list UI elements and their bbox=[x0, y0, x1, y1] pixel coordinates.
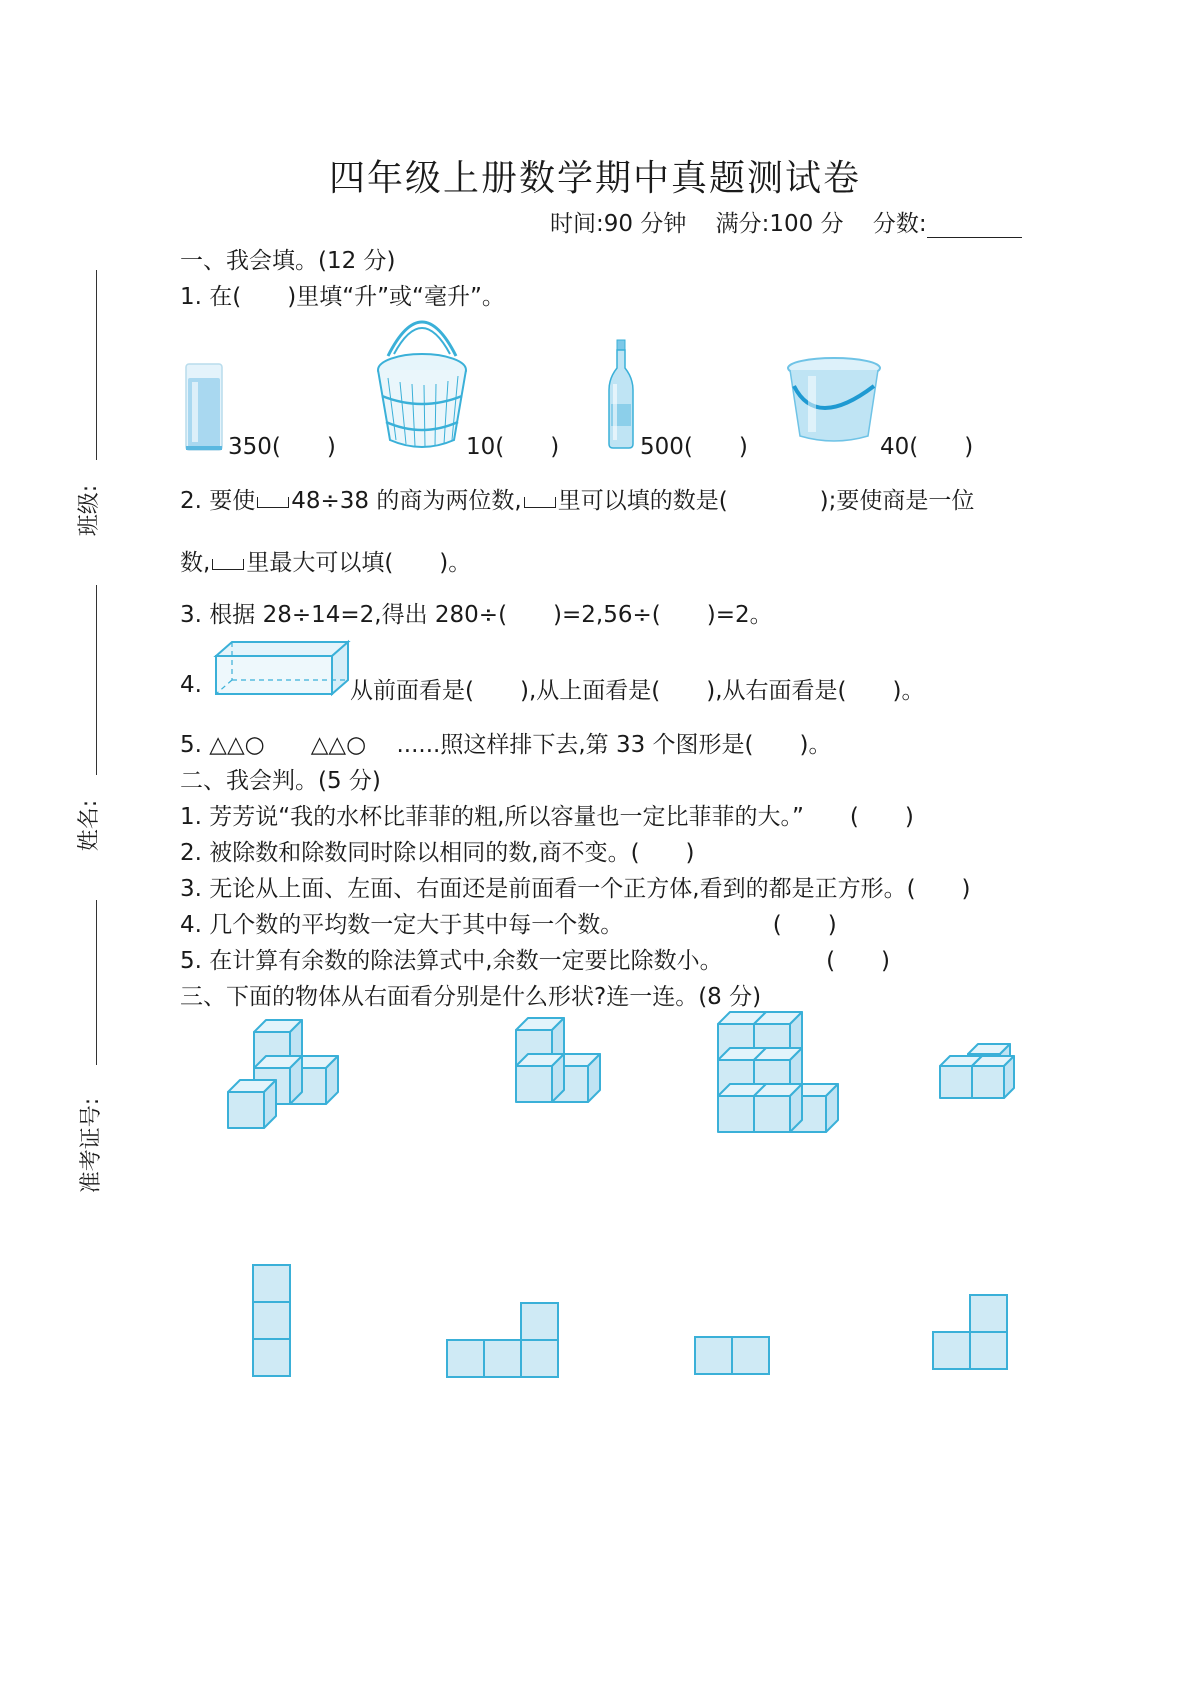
judge-item-3: 3. 无论从上面、左面、右面还是前面看一个正方体,看到的都是正方形。( ) bbox=[180, 876, 971, 902]
digit-box[interactable] bbox=[257, 497, 289, 508]
digit-box[interactable] bbox=[524, 497, 556, 508]
judge-item-5: 5. 在计算有余数的除法算式中,余数一定要比除数小。 ( ) bbox=[180, 948, 891, 974]
score-blank[interactable] bbox=[927, 217, 1022, 238]
judge-item-2: 2. 被除数和除数同时除以相同的数,商不变。( ) bbox=[180, 840, 695, 866]
bottle-answer[interactable]: 500( ) bbox=[640, 434, 748, 460]
question-1-5: 5. △△○ △△○ ......照这样排下去,第 33 个图形是( )。 bbox=[180, 732, 832, 758]
cube-figure-3 bbox=[716, 1006, 850, 1136]
digit-box[interactable] bbox=[212, 559, 244, 570]
side-label-id: 准考证号: bbox=[79, 1097, 105, 1194]
judge-item-4: 4. 几个数的平均数一定大于其中每一个数。 ( ) bbox=[180, 912, 837, 938]
question-1-4-number: 4. bbox=[180, 672, 202, 698]
section-1-heading: 一、我会填。(12 分) bbox=[180, 248, 396, 274]
side-line-3 bbox=[96, 900, 97, 1065]
plastic-bucket-icon bbox=[786, 356, 882, 446]
right-view-shape-2 bbox=[446, 1302, 560, 1378]
page-title: 四年级上册数学期中真题测试卷 bbox=[328, 158, 861, 199]
wooden-bucket-icon bbox=[376, 308, 468, 450]
side-label-class: 班级: bbox=[77, 484, 103, 537]
judge-item-1: 1. 芳芳说“我的水杯比菲菲的粗,所以容量也一定比菲菲的大。” ( ) bbox=[180, 804, 914, 830]
question-1-1: 1. 在( )里填“升”或“毫升”。 bbox=[180, 284, 505, 310]
glass-answer[interactable]: 350( ) bbox=[228, 434, 336, 460]
right-view-shape-1 bbox=[252, 1264, 292, 1378]
section-2-heading: 二、我会判。(5 分) bbox=[180, 768, 381, 794]
question-1-4-text: 从前面看是( ),从上面看是( ),从右面看是( )。 bbox=[350, 678, 925, 704]
time-limit: 时间:90 分钟 bbox=[550, 211, 687, 237]
full-score: 满分:100 分 bbox=[715, 211, 844, 237]
bottle-icon bbox=[606, 338, 636, 450]
cube-figure-2 bbox=[500, 1008, 610, 1112]
question-1-2-line1: 2. 要使 48÷38 的商为两位数, 里可以填的数是( );要使商是一位 bbox=[180, 488, 975, 514]
side-line-2 bbox=[96, 585, 97, 775]
exam-meta bbox=[550, 205, 1044, 238]
side-label-name: 姓名: bbox=[77, 799, 103, 852]
side-line-1 bbox=[96, 270, 97, 460]
cuboid-icon bbox=[214, 638, 350, 696]
section-3-heading: 三、下面的物体从右面看分别是什么形状?连一连。(8 分) bbox=[180, 984, 762, 1010]
question-1-2-line2: 数, 里最大可以填( )。 bbox=[180, 550, 472, 576]
cube-figure-4 bbox=[938, 1030, 1032, 1102]
question-1-3: 3. 根据 28÷14=2,得出 280÷( )=2,56÷( )=2。 bbox=[180, 602, 773, 628]
cube-figure-1 bbox=[224, 1008, 354, 1134]
score-label: 分数: bbox=[872, 211, 927, 237]
plastic-bucket-answer[interactable]: 40( ) bbox=[880, 434, 974, 460]
wooden-bucket-answer[interactable]: 10( ) bbox=[466, 434, 560, 460]
glass-icon bbox=[184, 362, 224, 452]
right-view-shape-4 bbox=[932, 1294, 1010, 1372]
right-view-shape-3 bbox=[694, 1336, 772, 1376]
